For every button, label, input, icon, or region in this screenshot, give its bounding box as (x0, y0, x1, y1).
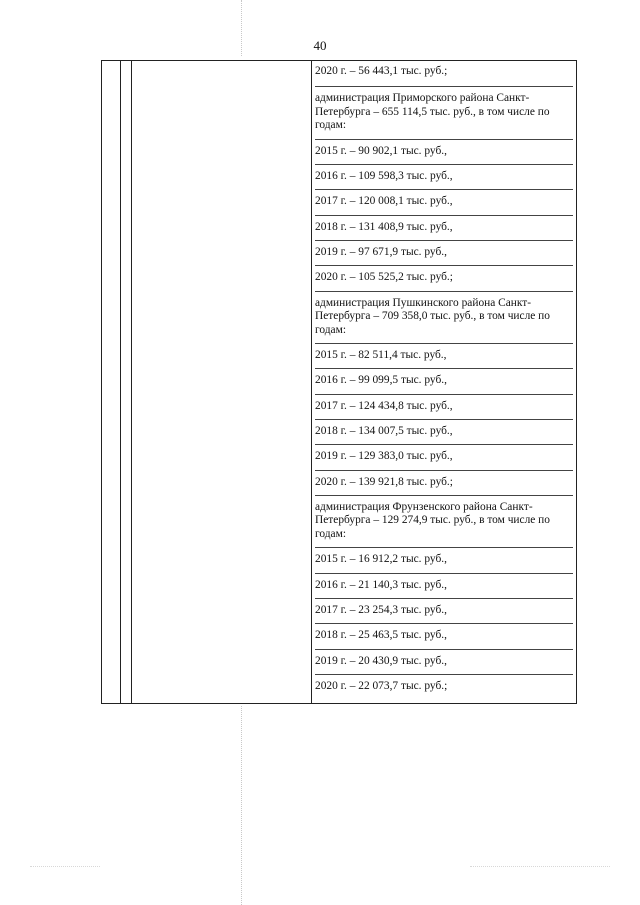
column-divider-1 (120, 61, 121, 703)
funding-cell (315, 61, 573, 699)
district-heading-frunzensky: администрация Фрунзенского района Санкт-Петербурга – 129 274,9 тыс. руб., в том числе по годам: (315, 495, 573, 548)
column-divider-2 (131, 61, 132, 703)
district-heading-primorsky: администрация Приморского района Санкт-Петербурга – 655 114,5 тыс. руб., в том числе по годам: (315, 86, 573, 139)
funding-entry: 2020 г. – 22 073,7 тыс. руб.; (315, 674, 573, 699)
fold-line-bottom (241, 706, 242, 905)
funding-entry: 2016 г. – 99 099,5 тыс. руб., (315, 368, 573, 393)
funding-entry: 2018 г. – 131 408,9 тыс. руб., (315, 215, 573, 240)
funding-entry: 2019 г. – 97 671,9 тыс. руб., (315, 240, 573, 265)
scan-noise (470, 866, 610, 867)
funding-table (101, 60, 577, 704)
funding-entry: 2015 г. – 90 902,1 тыс. руб., (315, 139, 573, 164)
funding-entry: 2018 г. – 25 463,5 тыс. руб., (315, 623, 573, 648)
funding-entry: 2020 г. – 56 443,1 тыс. руб.; (315, 65, 448, 77)
funding-entry: 2017 г. – 23 254,3 тыс. руб., (315, 598, 573, 623)
funding-entry: 2020 г. – 139 921,8 тыс. руб.; (315, 470, 573, 495)
funding-entry: 2017 г. – 120 008,1 тыс. руб., (315, 189, 573, 214)
district-heading-pushkinsky: администрация Пушкинского района Санкт-Петербурга – 709 358,0 тыс. руб., в том числе по годам: (315, 291, 573, 344)
funding-entry: 2016 г. – 21 140,3 тыс. руб., (315, 573, 573, 598)
funding-entry: 2015 г. – 16 912,2 тыс. руб., (315, 547, 573, 572)
funding-entry: 2019 г. – 20 430,9 тыс. руб., (315, 649, 573, 674)
column-divider-3 (311, 61, 312, 703)
funding-entry: 2019 г. – 129 383,0 тыс. руб., (315, 444, 573, 469)
funding-entry: 2017 г. – 124 434,8 тыс. руб., (315, 394, 573, 419)
scan-noise (30, 866, 100, 867)
funding-entry: 2015 г. – 82 511,4 тыс. руб., (315, 343, 573, 368)
funding-entry: 2018 г. – 134 007,5 тыс. руб., (315, 419, 573, 444)
funding-entry: 2020 г. – 105 525,2 тыс. руб.; (315, 265, 573, 290)
page-number: 40 (313, 38, 327, 53)
funding-entry: 2016 г. – 109 598,3 тыс. руб., (315, 164, 573, 189)
